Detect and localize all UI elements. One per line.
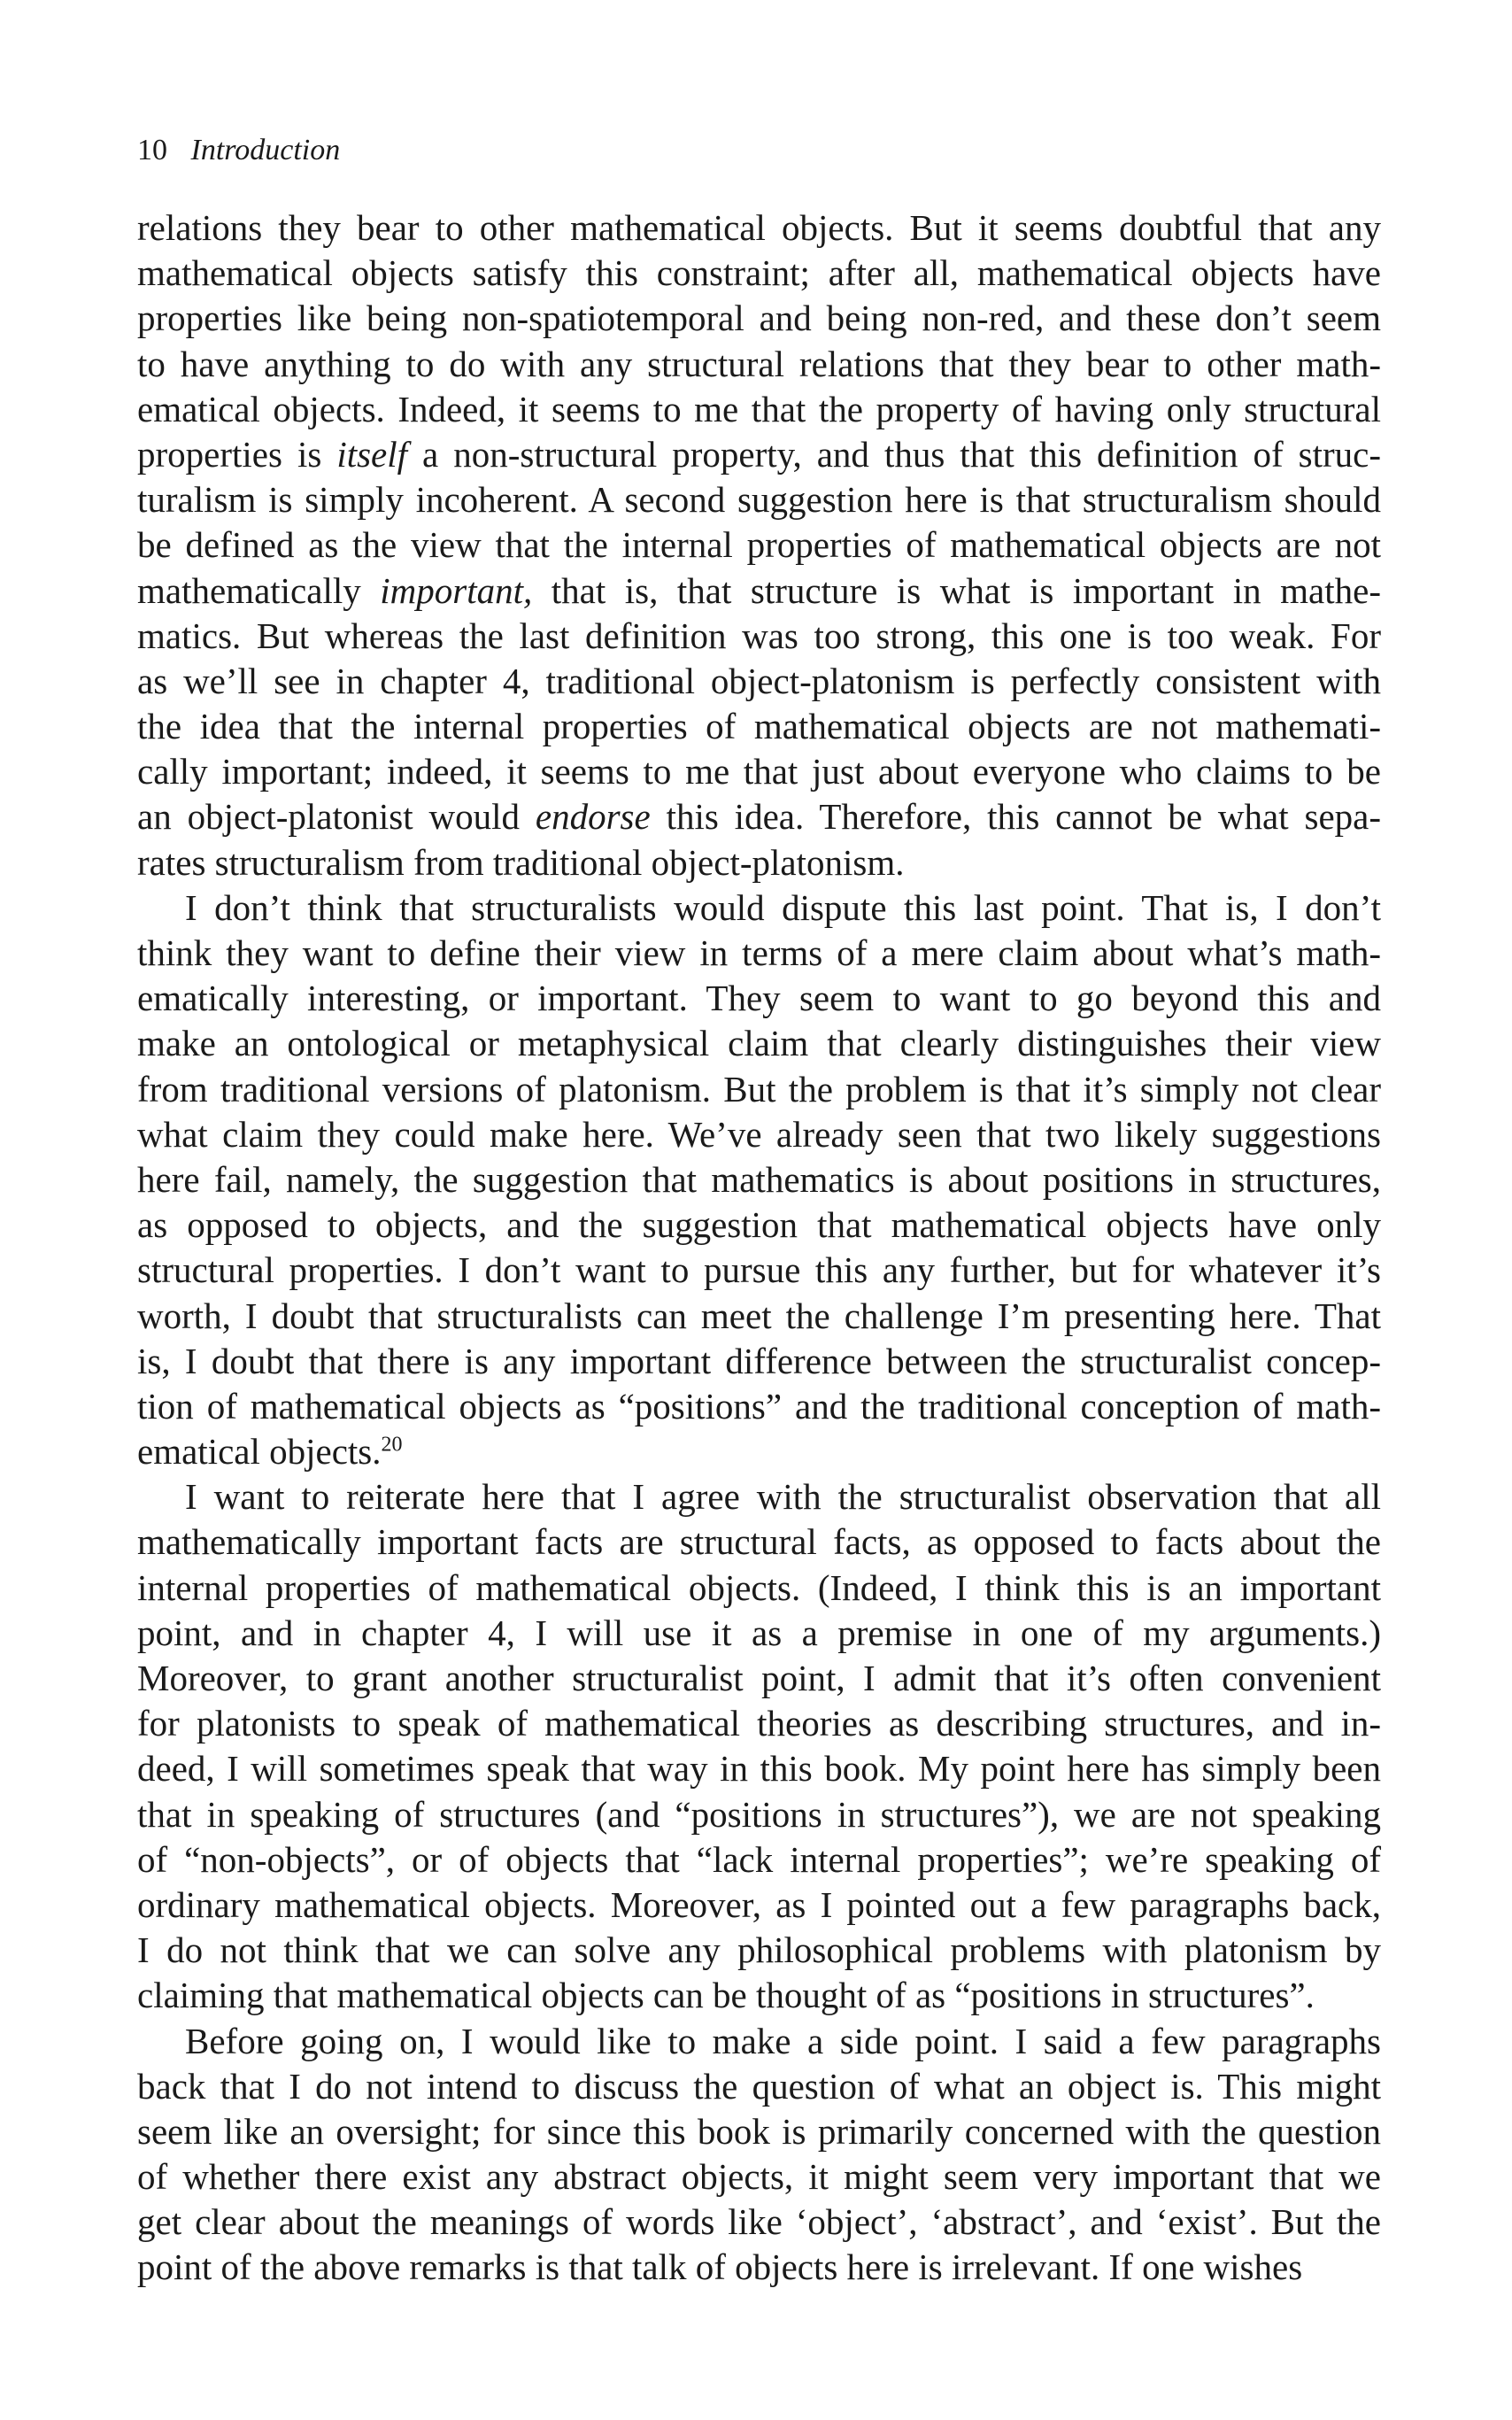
text-run: Moreover, to grant another structuralist point, I admit that it’s often convenient — [137, 1658, 1381, 1698]
running-head — [137, 133, 340, 168]
text-line — [137, 2064, 1381, 2109]
text-line — [137, 205, 1381, 251]
text-run: here fail, namely, the suggestion that mathematics is about positions in structures, — [137, 1158, 1381, 1200]
text-run: that is, that structure is what is important in mathe- — [532, 569, 1381, 611]
text-line — [137, 477, 1381, 522]
text-run: as opposed to objects, and the suggestion that mathematical objects have only — [137, 1204, 1381, 1246]
paragraph — [137, 1474, 1381, 2018]
text-run: cally important; indeed, it seems to me that just about everyone who claims to be — [137, 751, 1381, 792]
text-line — [137, 387, 1381, 432]
text-run: internal properties of mathematical objects. (Indeed, I think this is an important — [137, 1566, 1381, 1608]
text-line — [137, 840, 1381, 885]
text-run: worth, I doubt that structuralists can meet the challenge I’m presenting here. That — [137, 1295, 1381, 1336]
paragraph — [137, 2019, 1381, 2291]
text-line — [137, 931, 1381, 976]
text-run: make an ontological or metaphysical claim that clearly distinguishes their view — [137, 1023, 1381, 1064]
text-run: turalism is simply incoherent. A second suggestion here is that structuralism should — [137, 479, 1381, 521]
text-run: claiming that mathematical objects can be thought of as “positions in structures”. — [137, 1975, 1315, 2016]
text-line — [137, 1248, 1381, 1293]
text-run: I don’t think that structuralists would dispute this last point. That is, I don’t — [185, 886, 1381, 928]
text-run: for platonists to speak of mathematical theories as describing structures, and in- — [137, 1703, 1381, 1744]
text-line — [137, 522, 1381, 568]
text-run: structural properties. I don’t want to pursue this any further, but for whatever it’s — [137, 1249, 1381, 1291]
text-run: of “non-objects”, or of objects that “lack internal properties”; we’re speaking of — [137, 1838, 1381, 1880]
text-line — [137, 885, 1381, 931]
text-run: ematically interesting, or important. They seem to want to go beyond this and — [137, 978, 1381, 1019]
text-run: ematical objects. Indeed, it seems to me that the property of having only structural — [137, 388, 1381, 429]
text-line — [137, 296, 1381, 341]
text-run: as we’ll see in chapter 4, traditional object-platonism is perfectly consistent with — [137, 660, 1381, 701]
text-line — [137, 1837, 1381, 1883]
emphasis: itself — [336, 433, 408, 475]
text-run: mathematically — [137, 569, 381, 611]
text-run: this idea. Therefore, this cannot be what sepa- — [650, 796, 1381, 838]
text-run: seem like an oversight; for since this book is primarily concerned with the question — [137, 2110, 1381, 2152]
text-run: that in speaking of structures (and “positions in structures”), we are not speaking — [137, 1793, 1381, 1835]
text-line — [137, 1883, 1381, 1928]
text-run: is, I doubt that there is any important difference between the structuralist concep- — [137, 1340, 1381, 1381]
text-line — [137, 1519, 1381, 1565]
text-run: think they want to define their view in terms of a mere claim about what’s math- — [137, 932, 1381, 973]
text-line — [137, 659, 1381, 704]
text-line — [137, 1339, 1381, 1384]
text-line — [137, 1973, 1381, 2018]
section-title: Introduction — [190, 134, 341, 166]
text-line — [137, 251, 1381, 296]
text-line — [137, 2154, 1381, 2200]
text-line — [137, 1429, 1381, 1474]
text-line — [137, 1112, 1381, 1157]
text-run: properties is — [137, 433, 337, 475]
text-run: back that I do not intend to discuss the question of what an object is. This might — [137, 2065, 1381, 2107]
text-run: rates structuralism from traditional object-platonism. — [137, 841, 905, 883]
text-line — [137, 1294, 1381, 1339]
emphasis: important, — [380, 569, 533, 611]
text-line — [137, 1656, 1381, 1701]
text-line — [137, 568, 1381, 614]
text-run: get clear about the meanings of words like ‘object’, ‘abstract’, and ‘exist’. But the — [137, 2201, 1381, 2243]
text-run: be defined as the view that the internal properties of mathematical objects are not — [137, 524, 1381, 566]
footnote-marker: 20 — [381, 1433, 403, 1457]
paragraph — [137, 205, 1381, 885]
text-line — [137, 432, 1381, 477]
text-run: point of the above remarks is that talk of objects here is irrelevant. If one wishes — [137, 2246, 1303, 2288]
text-line — [137, 2109, 1381, 2154]
text-line — [137, 704, 1381, 749]
text-line — [137, 1021, 1381, 1066]
text-run: tion of mathematical objects as “positions” and the traditional conception of math- — [137, 1385, 1381, 1426]
text-line — [137, 1202, 1381, 1248]
text-run: Before going on, I would like to make a side point. I said a few paragraphs — [185, 2020, 1381, 2061]
text-run: mathematically important facts are structural facts, as opposed to facts about the — [137, 1521, 1381, 1563]
text-run: relations they bear to other mathematical objects. But it seems doubtful that any — [137, 207, 1381, 248]
text-line — [137, 1746, 1381, 1791]
text-line — [137, 1157, 1381, 1202]
text-run: mathematical objects satisfy this constraint; after all, mathematical objects have — [137, 252, 1381, 294]
text-run: a non-structural property, and thus that this definition of struc- — [407, 433, 1381, 475]
text-run: I do not think that we can solve any philosophical problems with platonism by — [137, 1929, 1381, 1971]
text-run: to have anything to do with any structural relations that they bear to other math- — [137, 343, 1381, 384]
text-line — [137, 1384, 1381, 1429]
page-number: 10 — [137, 134, 167, 166]
text-line — [137, 1474, 1381, 1519]
text-run: matics. But whereas the last definition was too strong, this one is too weak. For — [137, 615, 1381, 656]
text-line — [137, 614, 1381, 659]
text-line — [137, 794, 1381, 839]
text-line — [137, 1928, 1381, 1973]
text-run: of whether there exist any abstract objects, it might seem very important that we — [137, 2156, 1381, 2198]
text-line — [137, 2200, 1381, 2245]
text-line — [137, 342, 1381, 387]
text-line — [137, 1701, 1381, 1746]
text-line — [137, 2019, 1381, 2064]
emphasis: endorse — [535, 796, 651, 838]
text-run: ordinary mathematical objects. Moreover, as I pointed out a few paragraphs back, — [137, 1883, 1381, 1925]
text-run: ematical objects. — [137, 1431, 382, 1473]
text-run: what claim they could make here. We’ve already seen that two likely suggestions — [137, 1113, 1381, 1155]
text-line — [137, 749, 1381, 794]
text-run: properties like being non-spatiotemporal and being non-red, and these don’t seem — [137, 298, 1381, 339]
text-line — [137, 1792, 1381, 1837]
text-run: from traditional versions of platonism. But the problem is that it’s simply not clear — [137, 1068, 1381, 1109]
text-line — [137, 1067, 1381, 1112]
text-line — [137, 2245, 1381, 2290]
text-line — [137, 1566, 1381, 1611]
text-run: an object-platonist would — [137, 796, 536, 838]
text-run: the idea that the internal properties of mathematical objects are not mathemati- — [137, 706, 1381, 747]
text-run: I want to reiterate here that I agree with the structuralist observation that all — [185, 1476, 1381, 1518]
text-run: deed, I will sometimes speak that way in this book. My point here has simply been — [137, 1748, 1381, 1790]
paragraph — [137, 885, 1381, 1474]
text-run: point, and in chapter 4, I will use it as a premise in one of my arguments.) — [137, 1612, 1381, 1653]
body-text — [137, 205, 1381, 2291]
text-line — [137, 1611, 1381, 1656]
text-line — [137, 976, 1381, 1021]
